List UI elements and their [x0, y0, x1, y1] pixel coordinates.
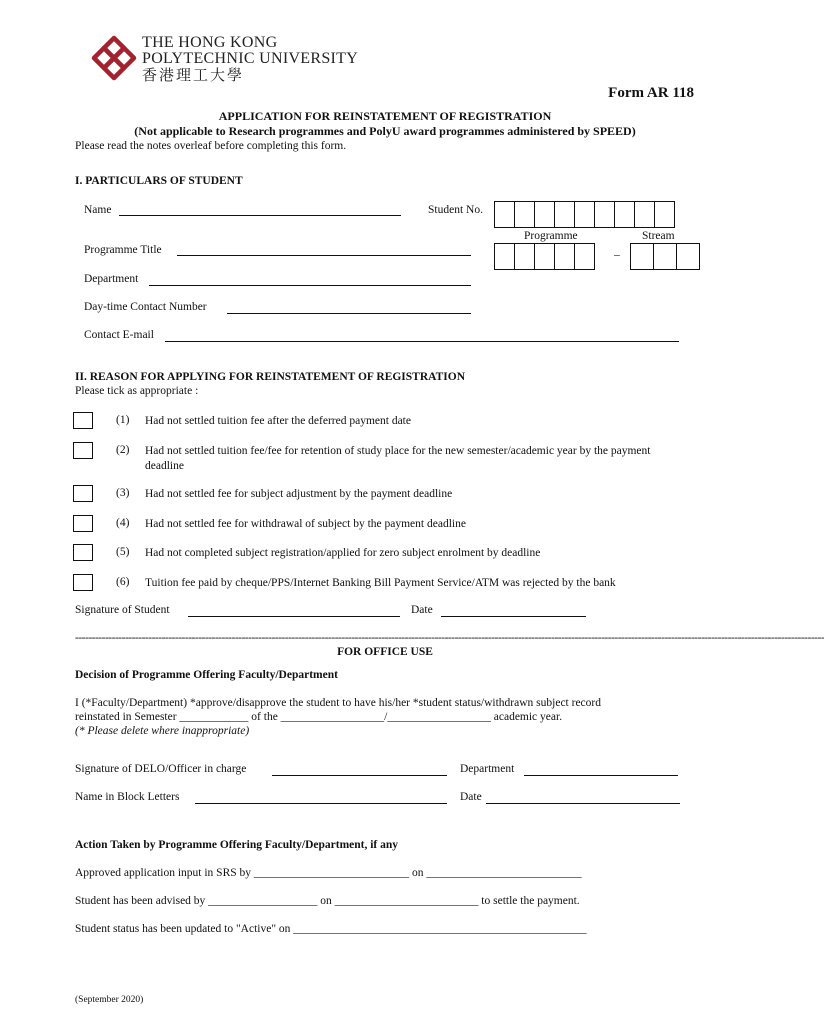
- daytime-contact-field[interactable]: [227, 313, 471, 314]
- programme-code-box[interactable]: [554, 243, 575, 270]
- polyu-logo-icon: [90, 34, 138, 82]
- section1-heading: I. PARTICULARS OF STUDENT: [75, 175, 243, 187]
- form-title: APPLICATION FOR REINSTATEMENT OF REGISTRATION: [218, 109, 552, 123]
- form-instruction: Please read the notes overleaf before completing this form.: [75, 140, 347, 152]
- programme-code-box[interactable]: [534, 243, 555, 270]
- reason-6-checkbox[interactable]: [73, 574, 93, 591]
- reason-5-text: Had not completed subject registration/applied for zero subject enrolment by deadline: [145, 547, 541, 559]
- student-no-digit-box[interactable]: [654, 201, 675, 228]
- daytime-contact-label: Day-time Contact Number: [84, 301, 207, 313]
- block-letters-label: Name in Block Letters: [75, 791, 180, 803]
- decision-text-line2: reinstated in Semester ____________ of the __________________/__________________ academic year.: [75, 711, 563, 723]
- contact-email-field[interactable]: [165, 341, 679, 342]
- decision-text-line1: I (*Faculty/Department) *approve/disapprove the student to have his/her *student status/withdrawn subject record: [75, 697, 601, 709]
- section2-heading: II. REASON FOR APPLYING FOR REINSTATEMENT OF REGISTRATION: [75, 371, 466, 383]
- student-date-label: Date: [411, 604, 433, 616]
- reason-5-checkbox[interactable]: [73, 544, 93, 561]
- reason-6-number: (6): [116, 576, 130, 588]
- reason-6-text: Tuition fee paid by cheque/PPS/Internet Banking Bill Payment Service/ATM was rejected by the bank: [145, 577, 616, 589]
- reason-4-checkbox[interactable]: [73, 515, 93, 532]
- programme-code-boxes[interactable]: [494, 243, 595, 270]
- decision-heading: Decision of Programme Offering Faculty/Department: [75, 669, 338, 681]
- university-name-chinese: 香港理工大學: [142, 68, 245, 84]
- office-use-divider: ---------------------------------------------------------------------------------------------------------------------------------------------------------------------------------------------------------------------------------: [75, 632, 824, 644]
- reason-2-text: Had not settled tuition fee/fee for retention of study place for the new semester/academic year by the payment deadline: [145, 445, 651, 472]
- programme-label: Programme: [524, 230, 578, 242]
- action-heading: Action Taken by Programme Offering Faculty/Department, if any: [75, 839, 399, 851]
- stream-code-box[interactable]: [630, 243, 654, 270]
- section2-instruction: Please tick as appropriate :: [75, 385, 199, 397]
- student-no-digit-box[interactable]: [634, 201, 655, 228]
- reason-3-text: Had not settled fee for subject adjustment by the payment deadline: [145, 488, 453, 500]
- form-subtitle: (Not applicable to Research programmes and PolyU award programmes administered by SPEED): [134, 124, 636, 138]
- student-date-field[interactable]: [441, 616, 586, 617]
- student-signature-field[interactable]: [188, 616, 400, 617]
- student-no-digit-box[interactable]: [494, 201, 515, 228]
- office-use-heading: FOR OFFICE USE: [337, 646, 433, 658]
- university-name-line2: POLYTECHNIC UNIVERSITY: [142, 50, 359, 67]
- stream-code-boxes[interactable]: [630, 243, 700, 270]
- stream-code-box[interactable]: [653, 243, 677, 270]
- office-date-field[interactable]: [486, 803, 680, 804]
- programme-title-field[interactable]: [177, 255, 471, 256]
- delete-note: (* Please delete where inappropriate): [75, 725, 250, 737]
- reason-3-checkbox[interactable]: [73, 485, 93, 502]
- form-number: Form AR 118: [608, 85, 694, 101]
- student-no-digit-box[interactable]: [614, 201, 635, 228]
- reason-1-text: Had not settled tuition fee after the deferred payment date: [145, 415, 411, 427]
- programme-stream-separator: –: [614, 249, 620, 261]
- delo-signature-label: Signature of DELO/Officer in charge: [75, 763, 247, 775]
- name-label: Name: [84, 204, 112, 216]
- footer-date: (September 2020): [75, 995, 144, 1005]
- reason-1-checkbox[interactable]: [73, 412, 93, 429]
- delo-signature-field[interactable]: [272, 775, 447, 776]
- stream-label: Stream: [642, 230, 675, 242]
- reason-5-number: (5): [116, 546, 130, 558]
- programme-title-label: Programme Title: [84, 244, 162, 256]
- department-label: Department: [84, 273, 139, 285]
- programme-code-box[interactable]: [574, 243, 595, 270]
- programme-code-box[interactable]: [514, 243, 535, 270]
- advised-text: Student has been advised by ___________________ on _________________________ to settle the payment.: [75, 895, 580, 907]
- student-no-digit-box[interactable]: [534, 201, 555, 228]
- student-no-digit-box[interactable]: [574, 201, 595, 228]
- name-field[interactable]: [119, 215, 401, 216]
- stream-code-box[interactable]: [676, 243, 700, 270]
- office-department-field[interactable]: [524, 775, 678, 776]
- student-no-boxes[interactable]: [494, 201, 675, 228]
- student-no-label: Student No.: [428, 204, 483, 216]
- reason-4-number: (4): [116, 517, 130, 529]
- status-updated-text: Student status has been updated to "Active" on ___________________________________________________: [75, 923, 587, 935]
- office-date-label: Date: [460, 791, 482, 803]
- programme-code-box[interactable]: [494, 243, 515, 270]
- reason-2-number: (2): [116, 444, 130, 456]
- department-field[interactable]: [149, 285, 471, 286]
- student-no-digit-box[interactable]: [554, 201, 575, 228]
- student-signature-label: Signature of Student: [75, 604, 170, 616]
- reason-4-text: Had not settled fee for withdrawal of subject by the payment deadline: [145, 518, 466, 530]
- approved-input-text: Approved application input in SRS by ___________________________ on ___________________________: [75, 867, 582, 879]
- reason-2-checkbox[interactable]: [73, 442, 93, 459]
- student-no-digit-box[interactable]: [594, 201, 615, 228]
- office-department-label: Department: [460, 763, 515, 775]
- reason-3-number: (3): [116, 487, 130, 499]
- university-name-line1: THE HONG KONG: [142, 34, 278, 51]
- contact-email-label: Contact E-mail: [84, 329, 154, 341]
- block-letters-field[interactable]: [195, 803, 447, 804]
- reason-1-number: (1): [116, 414, 130, 426]
- student-no-digit-box[interactable]: [514, 201, 535, 228]
